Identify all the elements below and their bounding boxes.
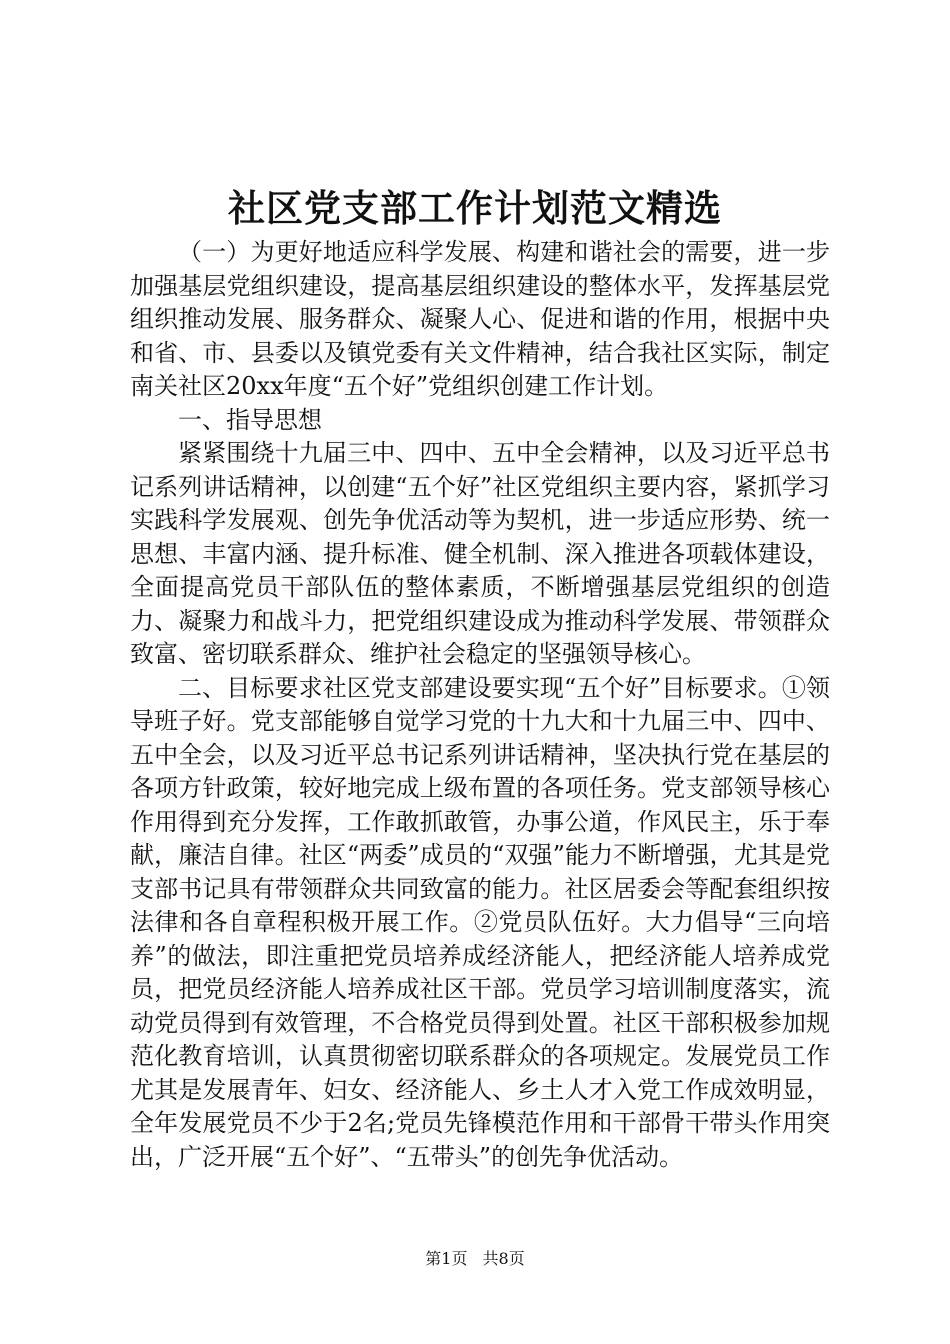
paragraph-goals-requirements: 二、目标要求社区党支部建设要实现“五个好”目标要求。①领导班子好。党支部能够自觉学习党的十九大和十九届三中、四中、五中全会，以及习近平总书记系列讲话精神，坚决执行党在基层的各项方针政策，较好地完成上级布置的各项任务。党支部领导核心作用得到充分发挥，工作敢抓敢管，办事公道，作风民主，乐于奉献，廉洁自律。社区“两委”成员的“双强”能力不断增强，尤其是党支部书记具有带领群众共同致富的能力。社区居委会等配套组织按法律和各自章程积极开展工作。②党员队伍好。大力倡导“三向培养”的做法，即注重把党员培养成经济能人，把经济能人培养成党员，把党员经济能人培养成社区干部。党员学习培训制度落实，流动党员得到有效管理，不合格党员得到处置。社区干部积极参加规范化教育培训，认真贯彻密切联系群众的各项规定。发展党员工作尤其是发展青年、妇女、经济能人、乡土人才入党工作成效明显，全年发展党员不少于2名;党员先锋模范作用和干部骨干带头作用突出，广泛开展“五个好”、“五带头”的创先争优活动。 bbox=[130, 673, 830, 1171]
paragraph-guiding-ideology: 紧紧围绕十九届三中、四中、五中全会精神，以及习近平总书记系列讲话精神，以创建“五个好”社区党组织主要内容，紧抓学习实践科学发展观、创先争优活动等为契机，进一步适应形势、统一思想、丰富内涵、提升标准、健全机制、深入推进各项载体建设，全面提高党员干部队伍的整体素质，不断增强基层党组织的创造力、凝聚力和战斗力，把党组织建设成为推动科学发展、带领群众致富、密切联系群众、维护社会稳定的坚强领导核心。 bbox=[130, 439, 830, 668]
paragraph-intro: （一）为更好地适应科学发展、构建和谐社会的需要，进一步加强基层党组织建设，提高基层组织建设的整体水平，发挥基层党组织推动发展、服务群众、凝聚人心、促进和谐的作用，根据中央和省、市、县委以及镇党委有关文件精神，结合我社区实际，制定南关社区20xx年度“五个好”党组织创建工作计划。 bbox=[130, 238, 830, 400]
document-title: 社区党支部工作计划范文精选 bbox=[228, 186, 722, 230]
page-number: 第1页 bbox=[425, 1249, 468, 1268]
page-total: 共8页 bbox=[482, 1249, 525, 1268]
document-body bbox=[130, 236, 830, 1174]
section-heading-guiding-ideology: 一、指导思想 bbox=[178, 405, 322, 434]
page-footer bbox=[0, 1249, 950, 1269]
